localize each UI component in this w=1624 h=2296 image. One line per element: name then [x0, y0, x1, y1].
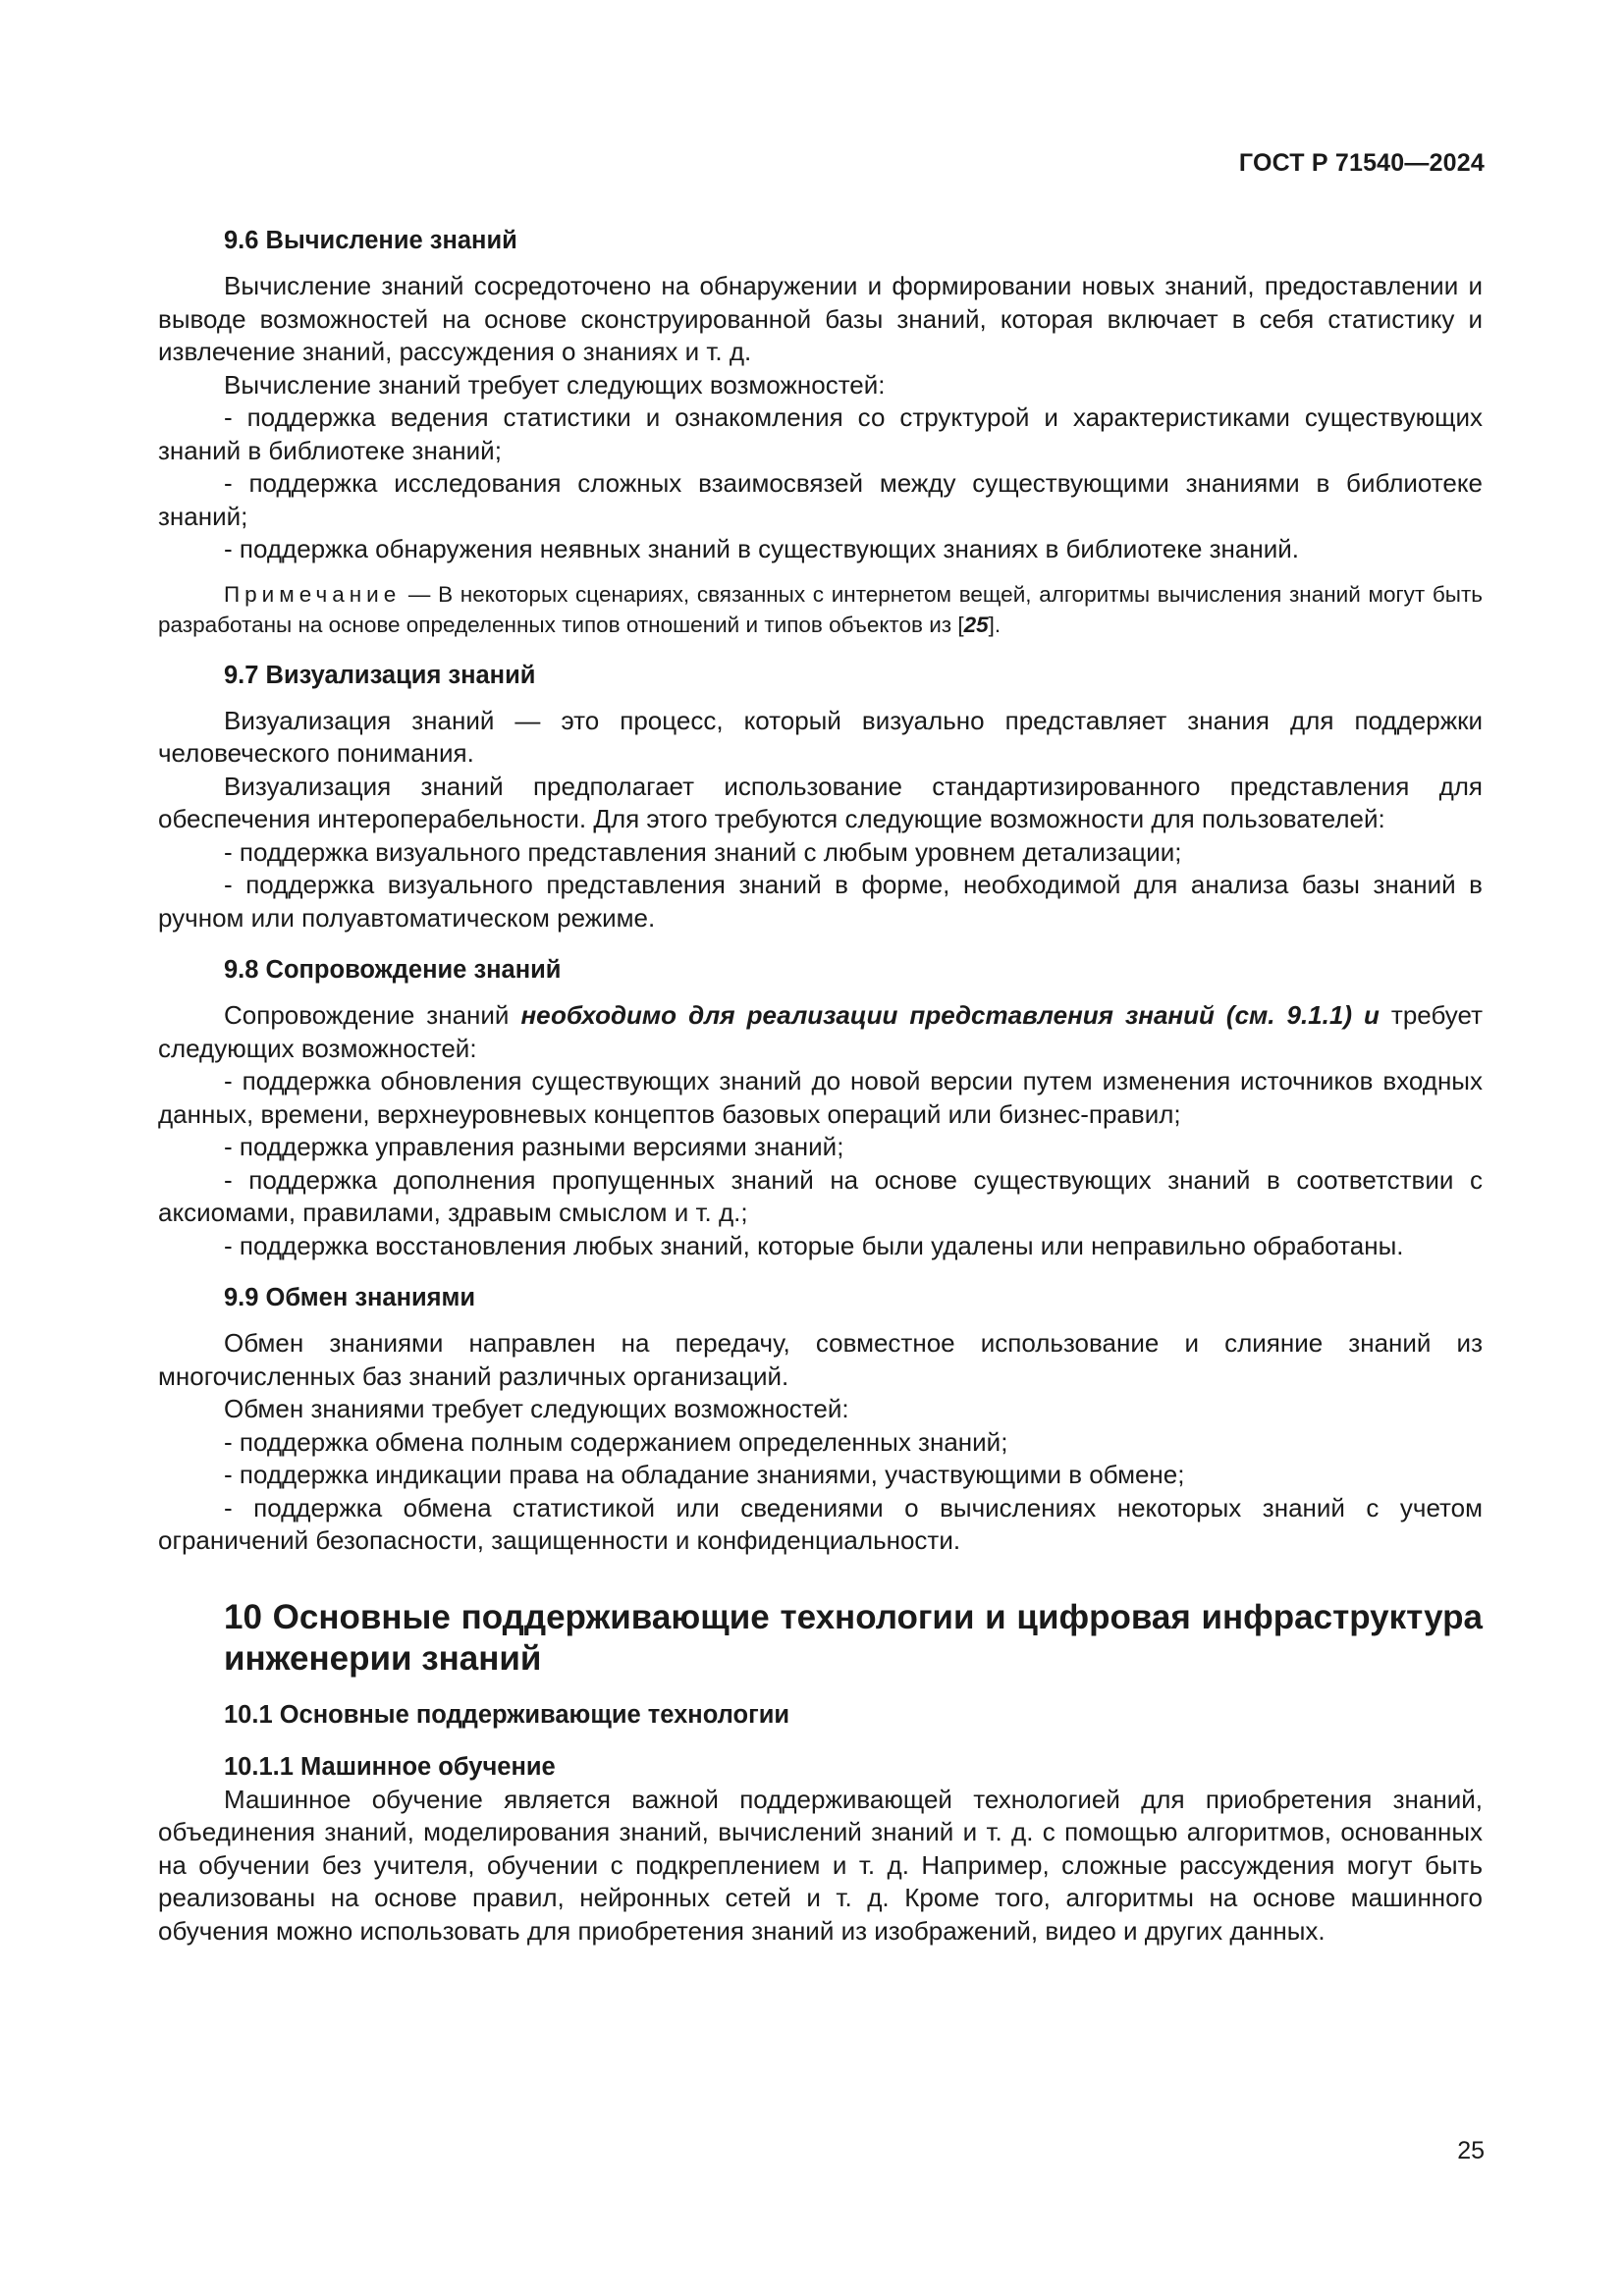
- section-10-1-1-title: 10.1.1 Машинное обучение: [224, 1752, 556, 1781]
- section-9-9-paragraph: Обмен знаниями направлен на передачу, совместное использование и слияние знаний из многочисленных баз знаний различных организаций.: [158, 1328, 1483, 1391]
- section-9-7-list-item: - поддержка визуального представления знаний с любым уровнем детализации;: [224, 836, 1182, 867]
- section-9-9-list-item: - поддержка обмена статистикой или сведениями о вычислениях некоторых знаний с учетом ограничений безопасности, защищенности и конфиденциальности.: [158, 1492, 1483, 1555]
- section-9-9-list-item: - поддержка обмена полным содержанием определенных знаний;: [224, 1426, 1008, 1457]
- section-9-6-list-item: - поддержка ведения статистики и ознакомления со структурой и характеристиками существующих знаний в библиотеке знаний;: [158, 402, 1483, 465]
- section-9-8-list-item: - поддержка восстановления любых знаний, которые были удалены или неправильно обработаны.: [224, 1230, 1404, 1260]
- note-reference: 25: [963, 612, 989, 637]
- paragraph-start: Сопровождение знаний: [224, 1000, 521, 1030]
- section-9-6-list-item: - поддержка обнаружения неявных знаний в существующих знаниях в библиотеке знаний.: [224, 534, 1300, 563]
- section-9-8-list-item: - поддержка обновления существующих знаний до новой версии путем изменения источников входных данных, времени, верхнеуровневых концептов базовых операций или бизнес-правил;: [158, 1066, 1483, 1129]
- section-9-6-list-item: - поддержка исследования сложных взаимосвязей между существующими знаниями в библиотеке знаний;: [158, 468, 1483, 531]
- page-number: 25: [1457, 2137, 1485, 2164]
- section-10-1-1-paragraph: Машинное обучение является важной поддерживающей технологией для приобретения знаний, объединения знаний, моделирования знаний, вычислений знаний и т. д. с помощью алгоритмов, основанных на обучении без учителя, обучении с подкреплением и т. д. Например, сложные рассуждения могут быть реализованы на основе правил, нейронных сетей и т. д. Кроме того, алгоритмы на основе машинного обучения можно использовать для приобретения знаний из изображений, видео и других данных.: [158, 1784, 1483, 1946]
- section-9-6-paragraph: Вычисление знаний сосредоточено на обнаружении и формировании новых знаний, предоставлении и выводе возможностей на основе сконструированной базы знаний, которая включает в себя статистику и извлечение знаний, рассуждения о знаниях и т. д.: [158, 271, 1483, 366]
- section-9-7-list-item: - поддержка визуального представления знаний в форме, необходимой для анализа базы знаний в ручном или полуавтоматическом режиме.: [158, 870, 1483, 933]
- emphasized-text: необходимо для реализации представления знаний (см. 9.1.1) и: [520, 1000, 1380, 1030]
- page-content: [158, 225, 1483, 1948]
- section-9-6-title: 9.6 Вычисление знаний: [224, 227, 517, 254]
- section-9-7-paragraph: Визуализация знаний — это процесс, который визуально представляет знания для поддержки человеческого понимания.: [158, 705, 1483, 768]
- section-9-8-list-item: - поддержка управления разными версиями знаний;: [224, 1132, 844, 1161]
- section-9-6-note: [158, 579, 1483, 640]
- section-9-8-title: 9.8 Сопровождение знаний: [224, 956, 562, 984]
- section-9-6-paragraph: Вычисление знаний требует следующих возможностей:: [224, 369, 886, 400]
- section-9-9-paragraph: Обмен знаниями требует следующих возможностей:: [224, 1394, 849, 1423]
- note-label: Примечание: [224, 581, 402, 607]
- paragraph-end: требует следующих возможностей:: [158, 1000, 1483, 1063]
- note-end: ].: [988, 612, 1001, 637]
- document-id: ГОСТ Р 71540—2024: [1238, 149, 1485, 177]
- section-9-7-paragraph: Визуализация знаний предполагает использование стандартизированного представления для обеспечения интероперабельности. Для этого требуются следующие возможности для пользователей:: [158, 771, 1483, 833]
- section-9-7-title: 9.7 Визуализация знаний: [224, 661, 536, 689]
- section-10-title: 10 Основные поддерживающие технологии и цифровая инфраструктура инженерии знаний: [224, 1597, 1483, 1678]
- section-9-8-list-item: - поддержка дополнения пропущенных знаний на основе существующих знаний в соответствии с аксиомами, правилами, здравым смыслом и т. д.;: [158, 1164, 1483, 1227]
- section-10-1-title: 10.1 Основные поддерживающие технологии: [224, 1700, 790, 1729]
- section-9-8-paragraph: [158, 999, 1483, 1065]
- section-9-9-title: 9.9 Обмен знаниями: [224, 1284, 476, 1311]
- section-9-9-list-item: - поддержка индикации права на обладание знаниями, участвующими в обмене;: [224, 1460, 1185, 1489]
- note-text: — В некоторых сценариях, связанных с интернетом вещей, алгоритмы вычисления знаний могут быть разработаны на основе определенных типов отношений и типов объектов из [: [158, 581, 1483, 637]
